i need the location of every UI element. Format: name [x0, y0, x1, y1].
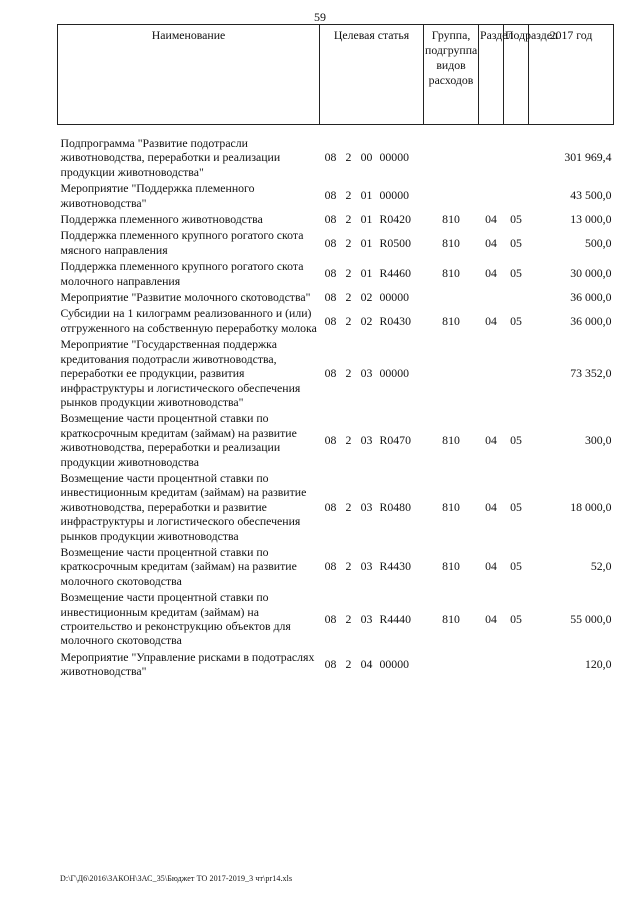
cell-section: 04 [485, 212, 497, 227]
cell-b: 2 [345, 150, 352, 165]
cell-group: 810 [442, 432, 460, 447]
table-row [58, 135, 614, 180]
cell-name: Возмещение части процентной ставки по краткосрочным кредитам (займам) на развитие молочного скотоводства [60, 544, 297, 588]
cell-a: 08 [324, 657, 337, 672]
cell-a: 08 [324, 499, 337, 514]
table-header [58, 25, 614, 125]
table-row [58, 258, 614, 289]
cell-a: 08 [324, 313, 337, 328]
cell-amount: 55 000,0 [570, 611, 612, 626]
cell-group [424, 180, 479, 211]
cell-subsection: 05 [510, 499, 522, 514]
header-name: Наименование [58, 25, 320, 125]
cell-c: 01 [360, 266, 373, 281]
cell-d: R4430 [379, 559, 411, 574]
cell-section: 04 [485, 499, 497, 514]
cell-name: Субсидии на 1 килограмм реализованного и (или) отгруженного на собственную переработку молока [60, 306, 317, 335]
cell-subsection [504, 336, 529, 410]
cell-b: 2 [345, 290, 352, 305]
cell-amount: 301 969,4 [564, 150, 612, 165]
cell-amount: 30 000,0 [570, 266, 612, 281]
cell-b: 2 [345, 559, 352, 574]
cell-d: R0420 [379, 212, 411, 227]
cell-section: 04 [485, 432, 497, 447]
header-section: Раздел [479, 25, 504, 125]
cell-c: 00 [360, 150, 373, 165]
cell-d: R0430 [379, 313, 411, 328]
cell-subsection [504, 135, 529, 180]
table-row [58, 227, 614, 258]
table-row [58, 305, 614, 336]
table-row [58, 470, 614, 544]
cell-b: 2 [345, 313, 352, 328]
cell-a: 08 [324, 611, 337, 626]
cell-b: 2 [345, 188, 352, 203]
cell-name: Поддержка племенного крупного рогатого скота молочного направления [60, 259, 304, 288]
cell-name: Подпрограмма "Развитие подотрасли животноводства, переработки и реализации продукции животноводства" [60, 136, 281, 179]
cell-a: 08 [324, 235, 337, 250]
cell-name: Возмещение части процентной ставки по инвестиционным кредитам (займам) на развитие животноводства, переработки и развитие инфраструктуры и логистического обеспечения рынков продукции животноводства [60, 470, 307, 543]
cell-subsection [504, 649, 529, 680]
table-row [58, 211, 614, 227]
cell-section: 04 [485, 235, 497, 250]
cell-d: 00000 [379, 188, 409, 203]
cell-group: 810 [442, 559, 460, 574]
cell-section [479, 135, 504, 180]
header-target: Целевая статья [320, 25, 424, 125]
cell-b: 2 [345, 235, 352, 250]
cell-d: 00000 [379, 657, 409, 672]
cell-d: 00000 [379, 366, 409, 381]
cell-b: 2 [345, 657, 352, 672]
cell-subsection: 05 [510, 266, 522, 281]
table-row [58, 410, 614, 470]
cell-b: 2 [345, 366, 352, 381]
table-row [58, 289, 614, 305]
cell-c: 04 [360, 657, 373, 672]
header-year: 2017 год [529, 25, 614, 125]
cell-c: 03 [360, 611, 373, 626]
cell-amount: 73 352,0 [570, 366, 612, 381]
cell-group [424, 135, 479, 180]
cell-c: 03 [360, 559, 373, 574]
cell-section: 04 [485, 313, 497, 328]
cell-group: 810 [442, 313, 460, 328]
cell-c: 01 [360, 235, 373, 250]
cell-subsection: 05 [510, 212, 522, 227]
cell-group: 810 [442, 235, 460, 250]
cell-subsection [504, 180, 529, 211]
cell-section: 04 [485, 266, 497, 281]
cell-c: 03 [360, 499, 373, 514]
cell-name: Возмещение части процентной ставки по инвестиционным кредитам (займам) на строительство и реконструкцию объектов для молочного скотоводства [60, 590, 291, 648]
cell-name: Мероприятие "Государственная поддержка кредитования подотрасли животноводства, переработки ее продукции, развития инфраструктуры и логистического обеспечения рынков продукции животноводства" [60, 337, 301, 409]
cell-name: Мероприятие "Управление рисками в подотраслях животноводства" [60, 649, 315, 679]
cell-name: Поддержка племенного животноводства [60, 212, 263, 227]
cell-d: R0500 [379, 235, 411, 250]
cell-c: 01 [360, 188, 373, 203]
cell-d: 00000 [379, 290, 409, 305]
cell-d: 00000 [379, 150, 409, 165]
table-row [58, 589, 614, 649]
cell-group [424, 336, 479, 410]
cell-group [424, 289, 479, 305]
cell-group: 810 [442, 499, 460, 514]
cell-a: 08 [324, 366, 337, 381]
cell-amount: 500,0 [584, 235, 612, 250]
cell-group [424, 649, 479, 680]
cell-amount: 300,0 [584, 432, 612, 447]
cell-name: Мероприятие "Развитие молочного скотоводства" [60, 290, 311, 305]
cell-b: 2 [345, 432, 352, 447]
page-number: 59 [314, 10, 326, 24]
cell-a: 08 [324, 150, 337, 165]
cell-c: 02 [360, 290, 373, 305]
cell-c: 02 [360, 313, 373, 328]
cell-amount: 36 000,0 [570, 290, 612, 305]
cell-d: R0480 [379, 499, 411, 514]
cell-subsection: 05 [510, 313, 522, 328]
cell-c: 01 [360, 212, 373, 227]
cell-amount: 120,0 [584, 657, 612, 672]
cell-subsection [504, 289, 529, 305]
header-group: Группа, подгруппа видов расходов [424, 25, 479, 125]
cell-c: 03 [360, 432, 373, 447]
cell-amount: 18 000,0 [570, 499, 612, 514]
cell-name: Поддержка племенного крупного рогатого скота мясного направления [60, 228, 304, 257]
cell-c: 03 [360, 366, 373, 381]
cell-section [479, 649, 504, 680]
cell-a: 08 [324, 212, 337, 227]
cell-group: 810 [442, 266, 460, 281]
cell-subsection: 05 [510, 432, 522, 447]
cell-amount: 36 000,0 [570, 313, 612, 328]
table-row [58, 544, 614, 589]
cell-section: 04 [485, 611, 497, 626]
table-body [58, 125, 614, 680]
cell-a: 08 [324, 559, 337, 574]
cell-amount: 52,0 [590, 559, 612, 574]
cell-d: R4440 [379, 611, 411, 626]
cell-a: 08 [324, 432, 337, 447]
cell-a: 08 [324, 188, 337, 203]
cell-amount: 43 500,0 [570, 188, 612, 203]
cell-subsection: 05 [510, 559, 522, 574]
cell-d: R4460 [379, 266, 411, 281]
cell-group: 810 [442, 611, 460, 626]
cell-section [479, 289, 504, 305]
cell-a: 08 [324, 266, 337, 281]
cell-d: R0470 [379, 432, 411, 447]
cell-name: Возмещение части процентной ставки по краткосрочным кредитам (займам) на развитие животноводства, переработки и реализации продукции животноводства [60, 411, 297, 469]
cell-section [479, 180, 504, 211]
cell-name: Мероприятие "Поддержка племенного животноводства" [60, 181, 255, 210]
cell-b: 2 [345, 212, 352, 227]
cell-section: 04 [485, 559, 497, 574]
table-row [58, 649, 614, 680]
cell-subsection: 05 [510, 235, 522, 250]
table-row [58, 180, 614, 211]
cell-amount: 13 000,0 [570, 212, 612, 227]
file-path-footer: D:\Г\Д6\2016\ЗАКОН\ЗАС_35\Бюджет ТО 2017-2019_3 чт\pr14.xls [60, 874, 293, 883]
budget-table [57, 24, 614, 680]
cell-section [479, 336, 504, 410]
table-row [58, 336, 614, 410]
cell-group: 810 [442, 212, 460, 227]
cell-a: 08 [324, 290, 337, 305]
cell-b: 2 [345, 266, 352, 281]
header-subsection: Подраздел [504, 25, 529, 125]
cell-b: 2 [345, 499, 352, 514]
cell-subsection: 05 [510, 611, 522, 626]
cell-b: 2 [345, 611, 352, 626]
